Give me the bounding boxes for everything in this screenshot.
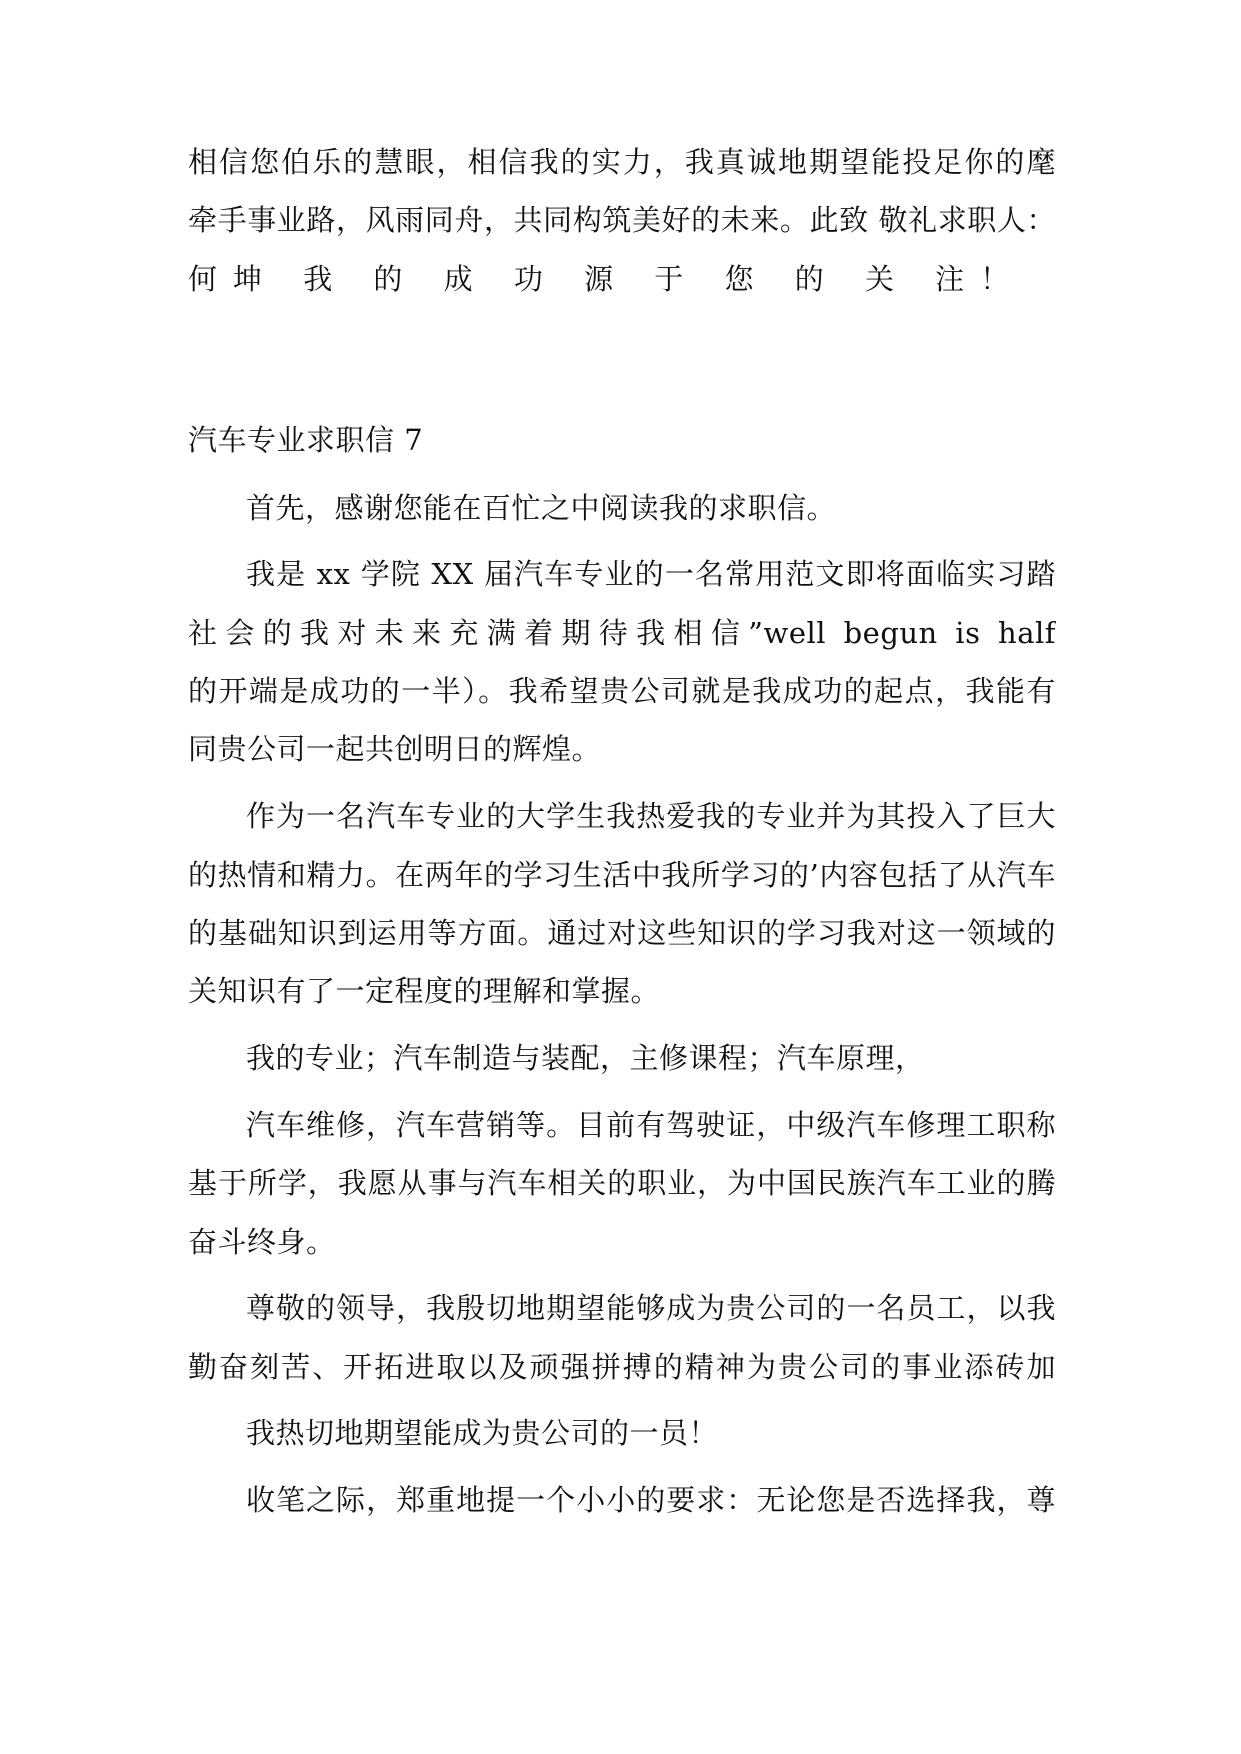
paragraph-3-line-4: 关知识有了一定程度的理解和掌握。 xyxy=(188,974,661,1008)
paragraph-4: 我的专业；汽车制造与装配，主修课程；汽车原理， xyxy=(246,1041,925,1075)
intro-line-3: 何坤 我 的 成 功 源 于 您 的 关 注！ xyxy=(188,262,1026,296)
paragraph-7: 我热切地期望能成为贵公司的一员！ xyxy=(246,1416,719,1450)
paragraph-3-line-2: 的热情和精力。在两年的学习生活中我所学习的’内容包括了从汽车 xyxy=(188,858,1056,892)
paragraph-6-line-2: 勤奋刻苦、开拓进取以及顽强拼搏的精神为贵公司的事业添砖加 xyxy=(188,1350,1056,1384)
intro-line-2: 牵手事业路，风雨同舟，共同构筑美好的未来。此致 敬礼求职人： xyxy=(188,203,1056,237)
section-heading: 汽车专业求职信 7 xyxy=(188,423,424,457)
paragraph-3-line-3: 的基础知识到运用等方面。通过对这些知识的学习我对这一领域的 xyxy=(188,916,1056,950)
paragraph-2-line-1: 我是 xx 学院 XX 届汽车专业的一名常用范文即将面临实习踏 xyxy=(246,557,1056,591)
paragraph-8: 收笔之际，郑重地提一个小小的要求：无论您是否选择我，尊 xyxy=(246,1483,1056,1517)
paragraph-5-line-2: 基于所学，我愿从事与汽车相关的职业，为中国民族汽车工业的腾 xyxy=(188,1166,1056,1200)
paragraph-6-line-1: 尊敬的领导，我殷切地期望能够成为贵公司的一名员工，以我 xyxy=(246,1291,1056,1325)
paragraph-5-line-1: 汽车维修，汽车营销等。目前有驾驶证，中级汽车修理工职称 xyxy=(246,1108,1056,1142)
paragraph-1: 首先，感谢您能在百忙之中阅读我的求职信。 xyxy=(246,491,837,525)
paragraph-3-line-1: 作为一名汽车专业的大学生我热爱我的专业并为其投入了巨大 xyxy=(246,799,1056,833)
paragraph-2-line-2: 社会的我对未来充满着期待我相信”well begun is half xyxy=(188,616,1056,650)
paragraph-2-line-3: 的开端是成功的一半）。我希望贵公司就是我成功的起点，我能有 xyxy=(188,674,1056,708)
intro-line-1: 相信您伯乐的慧眼，相信我的实力，我真诚地期望能投足你的麾 xyxy=(188,145,1056,179)
paragraph-2-line-4: 同贵公司一起共创明日的辉煌。 xyxy=(188,732,602,766)
paragraph-5-line-3: 奋斗终身。 xyxy=(188,1225,336,1259)
